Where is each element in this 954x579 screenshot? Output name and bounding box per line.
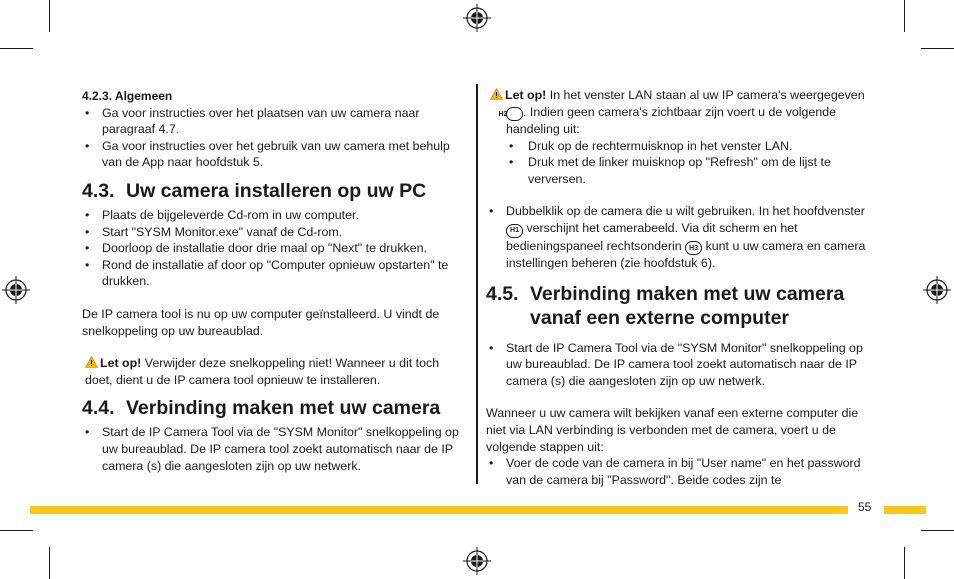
footer-accent-bar [30,506,848,514]
crop-mark [49,0,50,32]
list-item: • Plaats de bijgeleverde Cd-rom in uw computer. [82,207,464,224]
warning-note [486,87,872,138]
crop-mark [921,530,954,531]
crop-mark [0,48,33,49]
list-item-text: Dubbelklik op de camera die u wilt gebruiken. In het hoofdvenster [506,204,865,219]
list-item: • Start de IP Camera Tool via de "SYSM Monitor" snelkoppeling op uw bureaublad. De IP camera tool zoekt automatisch naar de IP camera (s) die aangesloten zijn op uw netwerk. [486,340,872,390]
section-heading-4-4 [82,396,464,420]
warning-icon [85,356,98,368]
list-item: • Druk met de linker muisknop op "Refresh" om de lijst te verversen. [506,154,872,187]
list-item: • Ga voor instructies over het plaatsen van uw camera naar paragraaf 4.7. [82,105,464,138]
crop-mark [904,547,905,579]
warning-text: In het venster LAN staan al uw IP camera's weergegeven [549,88,865,102]
list-item: • Start "SYSM Monitor.exe" vanaf de Cd-rom. [82,224,464,241]
list-item: • Druk op de rechtermuisknop in het venster LAN. [506,138,872,155]
crop-mark [904,0,905,32]
list-item [486,203,872,271]
callout-badge-h1: H1 [506,224,523,238]
list-item-text: verschijnt het camerabeeld. Via dit scherm en het bedieningspaneel rechtsonderin [506,221,798,253]
crop-mark [49,547,50,579]
paragraph: De IP camera tool is nu op uw computer geïnstalleerd. U vindt de snelkoppeling op uw bureaublad. [82,306,440,338]
warning-text: . Indien geen camera's zichtbaar zijn voert u de volgende handeling uit: [506,104,837,137]
section-number: 4.5. [486,282,519,305]
warning-text: Verwijder deze snelkoppeling niet! Wanneer u dit toch doet, dient u de IP camera tool opnieuw te installeren. [85,356,440,387]
section-title: Verbinding maken met uw camera vanaf een externe computer [530,282,845,329]
section-title: Verbinding maken met uw camera [126,397,441,420]
list-item-text: kunt u uw camera en camera instellingen beheren (zie hoofdstuk 6). [506,238,866,271]
subsection-heading: 4.2.3. Algemeen [82,89,173,103]
bullet-list [486,138,872,188]
bullet-list [82,424,464,474]
page-number: 55 [858,500,872,514]
list-item: • Doorloop de installatie door drie maal op "Next" te drukken. [82,240,464,257]
section-heading-4-5 [486,282,872,330]
warning-note [82,355,464,388]
crop-mark [0,530,33,531]
section-title: Uw camera installeren op uw PC [126,179,427,202]
bullet-list [486,340,872,390]
bullet-list [486,455,872,488]
warning-label: Let op! [505,88,547,102]
registration-mark-icon [463,4,491,32]
column-divider [476,84,478,484]
list-item: • Rond de installatie af door op "Computer opnieuw opstarten" te drukken. [82,257,464,290]
section-heading-4-3 [82,179,464,203]
bullet-list [82,105,464,171]
warning-icon [490,88,503,100]
left-column [82,88,464,474]
list-item: • Voer de code van de camera in bij "User name" en het password van de camera bij "Password". Beide codes zijn te [486,455,872,488]
paragraph: Wanneer u uw camera wilt bekijken vanaf een externe computer die niet via LAN verbinding is verbonden met de camera, voert u de volgende stappen uit: [486,406,859,454]
list-item: • Start de IP Camera Tool via de "SYSM Monitor" snelkoppeling op uw bureaublad. De IP camera tool zoekt automatisch naar de IP camera (s) die aangesloten zijn op uw netwerk. [82,424,464,474]
bullet-list [82,207,464,290]
list-item: • Ga voor instructies over het gebruik van uw camera met behulp van de App naar hoofdstuk 5. [82,138,464,171]
registration-mark-icon [923,276,951,304]
section-number: 4.4. [82,397,115,420]
registration-mark-icon [2,276,30,304]
bullet-list [486,203,872,271]
registration-mark-icon [463,547,491,575]
right-column [486,87,872,488]
footer-accent-bar [884,506,926,514]
callout-badge-h3: H3 [685,241,702,255]
callout-badge-h2: H2 [506,107,523,121]
warning-label: Let op! [100,356,142,371]
crop-mark [921,48,954,49]
section-number: 4.3. [82,179,115,202]
